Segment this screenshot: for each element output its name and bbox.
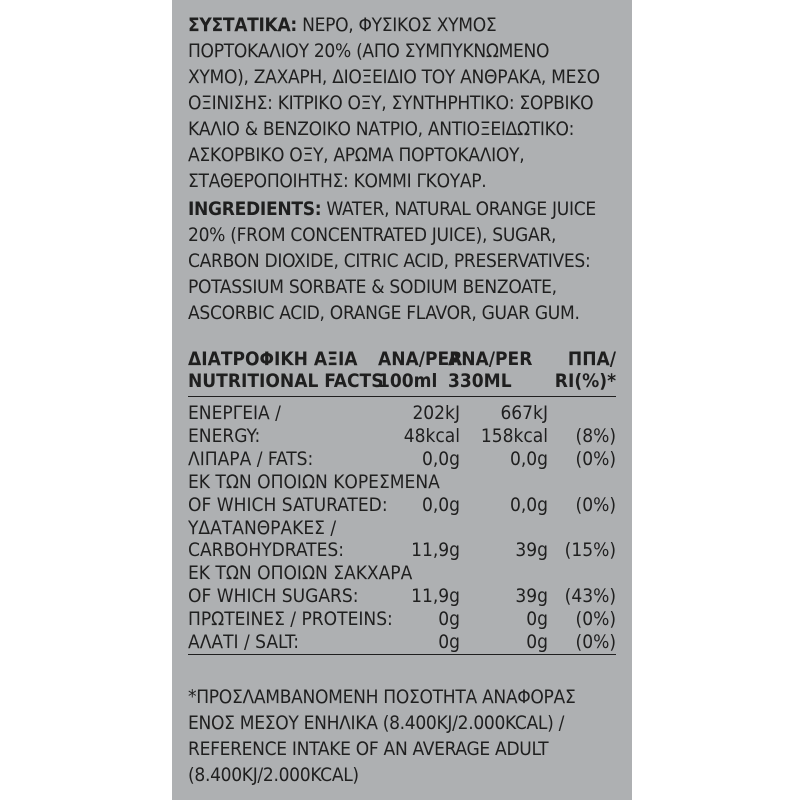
value-per-100ml: 0g (438, 631, 460, 653)
value-ri: (0%) (575, 447, 616, 470)
header-nutrient: NUTRITIONAL FACTS (188, 370, 384, 392)
value-ri: (0%) (575, 493, 616, 516)
english-ingredients-heading: INGREDIENTS: (188, 198, 322, 220)
ingredients-line: ΧΥΜΟ), ΖΑΧΑΡΗ, ΔΙΟΞΕΙΔΙΟ ΤΟΥ ΑΝΘΡΑΚΑ, ΜΕΣΟ (188, 66, 600, 88)
nutrient-name: ΕΚ ΤΩΝ ΟΠΟΙΩΝ ΚΟΡΕΣΜΕΝΑ (188, 470, 440, 493)
product-label (172, 0, 632, 800)
value-ri: (8%) (575, 424, 616, 447)
nutrient-name: ΕΚ ΤΩΝ ΟΠΟΙΩΝ ΣΑΚΧΑΡΑ (188, 562, 413, 585)
value-per-330ml: 0,0g (509, 493, 548, 516)
footnote (188, 684, 628, 788)
ingredients-line: ΠΟΡΤΟΚΑΛΙΟΥ 20% (ΑΠΟ ΣΥΜΠΥΚΝΩΜΕΝΟ (188, 40, 550, 62)
footnote-line: (8.400KJ/2.000KCAL) (188, 764, 359, 786)
value-per-330ml: 0,0g (509, 447, 548, 470)
nutrient-name: ΥΔΑΤΑΝΘΡΑΚΕΣ / (188, 516, 337, 539)
ingredients-line: ΣΤΑΘΕΡΟΠΟΙΗΤΗΣ: ΚΟΜΜΙ ΓΚΟΥΑΡ. (188, 170, 487, 192)
header-per-100ml: ΑΝΑ/PER (378, 348, 463, 370)
nutrient-name: ΛΙΠΑΡΑ / FATS: (188, 447, 314, 470)
header-per-330ml: 330ML (448, 370, 512, 392)
ingredients-line: ASCORBIC ACID, ORANGE FLAVOR, GUAR GUM. (188, 302, 580, 324)
ingredients-line: ΟΞΙΝΙΣΗΣ: ΚΙΤΡΙΚΟ ΟΞΥ, ΣΥΝΤΗΡΗΤΙΚΟ: ΣΟΡΒΙΚΟ (188, 92, 594, 114)
value-per-330ml: 39g (515, 539, 548, 562)
ingredients-line (188, 196, 628, 222)
bottom-divider (188, 654, 616, 655)
ingredients-line: ΚΑΛΙΟ & ΒΕΝΖΟΙΚΟ ΝΑΤΡΙΟ, ΑΝΤΙΟΞΕΙΔΩΤΙΚΟ: (188, 118, 575, 140)
value-per-100ml: 0,0g (421, 447, 460, 470)
value-per-330ml: 0g (526, 631, 548, 653)
english-ingredients (188, 196, 628, 326)
value-per-330ml: 158kcal (480, 424, 548, 447)
header-ri: ΠΠΑ/ (567, 348, 616, 370)
header-nutrient: ΔΙΑΤΡΟΦΙΚΗ ΑΞΙΑ (188, 348, 358, 370)
value-per-330ml: 39g (515, 585, 548, 608)
value-per-100ml: 48kcal (403, 424, 460, 447)
value-ri: (0%) (575, 608, 616, 631)
footnote-line: *ΠΡΟΣΛΑΜΒΑΝΟΜΕΝΗ ΠΟΣΟΤΗΤΑ ΑΝΑΦΟΡΑΣ (188, 686, 576, 708)
value-ri: (0%) (575, 631, 616, 653)
value-per-330ml: 0g (526, 608, 548, 631)
header-ri: RI(%)* (554, 370, 616, 392)
ingredients-line: POTASSIUM SORBATE & SODIUM BENZOATE, (188, 276, 557, 298)
value-per-100ml: 202kJ (412, 402, 460, 424)
greek-ingredients-heading: ΣΥΣΤΑΤΙΚΑ: (188, 14, 297, 36)
value-per-330ml: 667kJ (500, 402, 548, 424)
value-per-100ml: 0g (438, 608, 460, 631)
ingredients-line (188, 12, 628, 38)
header-per-100ml: 100ml (378, 370, 438, 392)
value-ri: (43%) (564, 585, 616, 608)
nutrition-row (188, 629, 616, 655)
nutrient-name: CARBOHYDRATES: (188, 539, 344, 562)
ingredients-text: WATER, NATURAL ORANGE JUICE (321, 198, 596, 220)
value-per-100ml: 0,0g (421, 493, 460, 516)
nutrient-name: OF WHICH SUGARS: (188, 585, 359, 608)
ingredients-text: ΝΕΡΟ, ΦΥΣΙΚΟΣ ΧΥΜΟΣ (296, 14, 497, 36)
footnote-line: REFERENCE INTAKE OF AN AVERAGE ADULT (188, 738, 549, 760)
header-per-330ml: ΑΝΑ/PER (448, 348, 533, 370)
ingredients-line: 20% (FROM CONCENTRATED JUICE), SUGAR, (188, 224, 557, 246)
nutrient-name: ENERGY: (188, 424, 261, 447)
header-divider (188, 396, 616, 397)
nutrient-name: ΑΛΑΤΙ / SALT: (188, 631, 300, 653)
value-ri: (15%) (564, 539, 616, 562)
value-per-100ml: 11,9g (411, 539, 460, 562)
ingredients-line: CARBON DIOXIDE, CITRIC ACID, PRESERVATIVES: (188, 250, 591, 272)
nutrient-name: OF WHICH SATURATED: (188, 493, 388, 516)
greek-ingredients (188, 12, 628, 194)
ingredients-line: ΑΣΚΟΡΒΙΚΟ ΟΞΥ, ΑΡΩΜΑ ΠΟΡΤΟΚΑΛΙΟΥ, (188, 144, 525, 166)
nutrient-name: ΠΡΩΤΕΙΝΕΣ / PROTEINS: (188, 608, 393, 631)
header-row (188, 368, 616, 394)
footnote-line: ΕΝΟΣ ΜΕΣΟΥ ΕΝΗΛΙΚΑ (8.400KJ/2.000KCAL) / (188, 712, 565, 734)
nutrient-name: ΕΝΕΡΓΕΙΑ / (188, 402, 281, 424)
value-per-100ml: 11,9g (411, 585, 460, 608)
